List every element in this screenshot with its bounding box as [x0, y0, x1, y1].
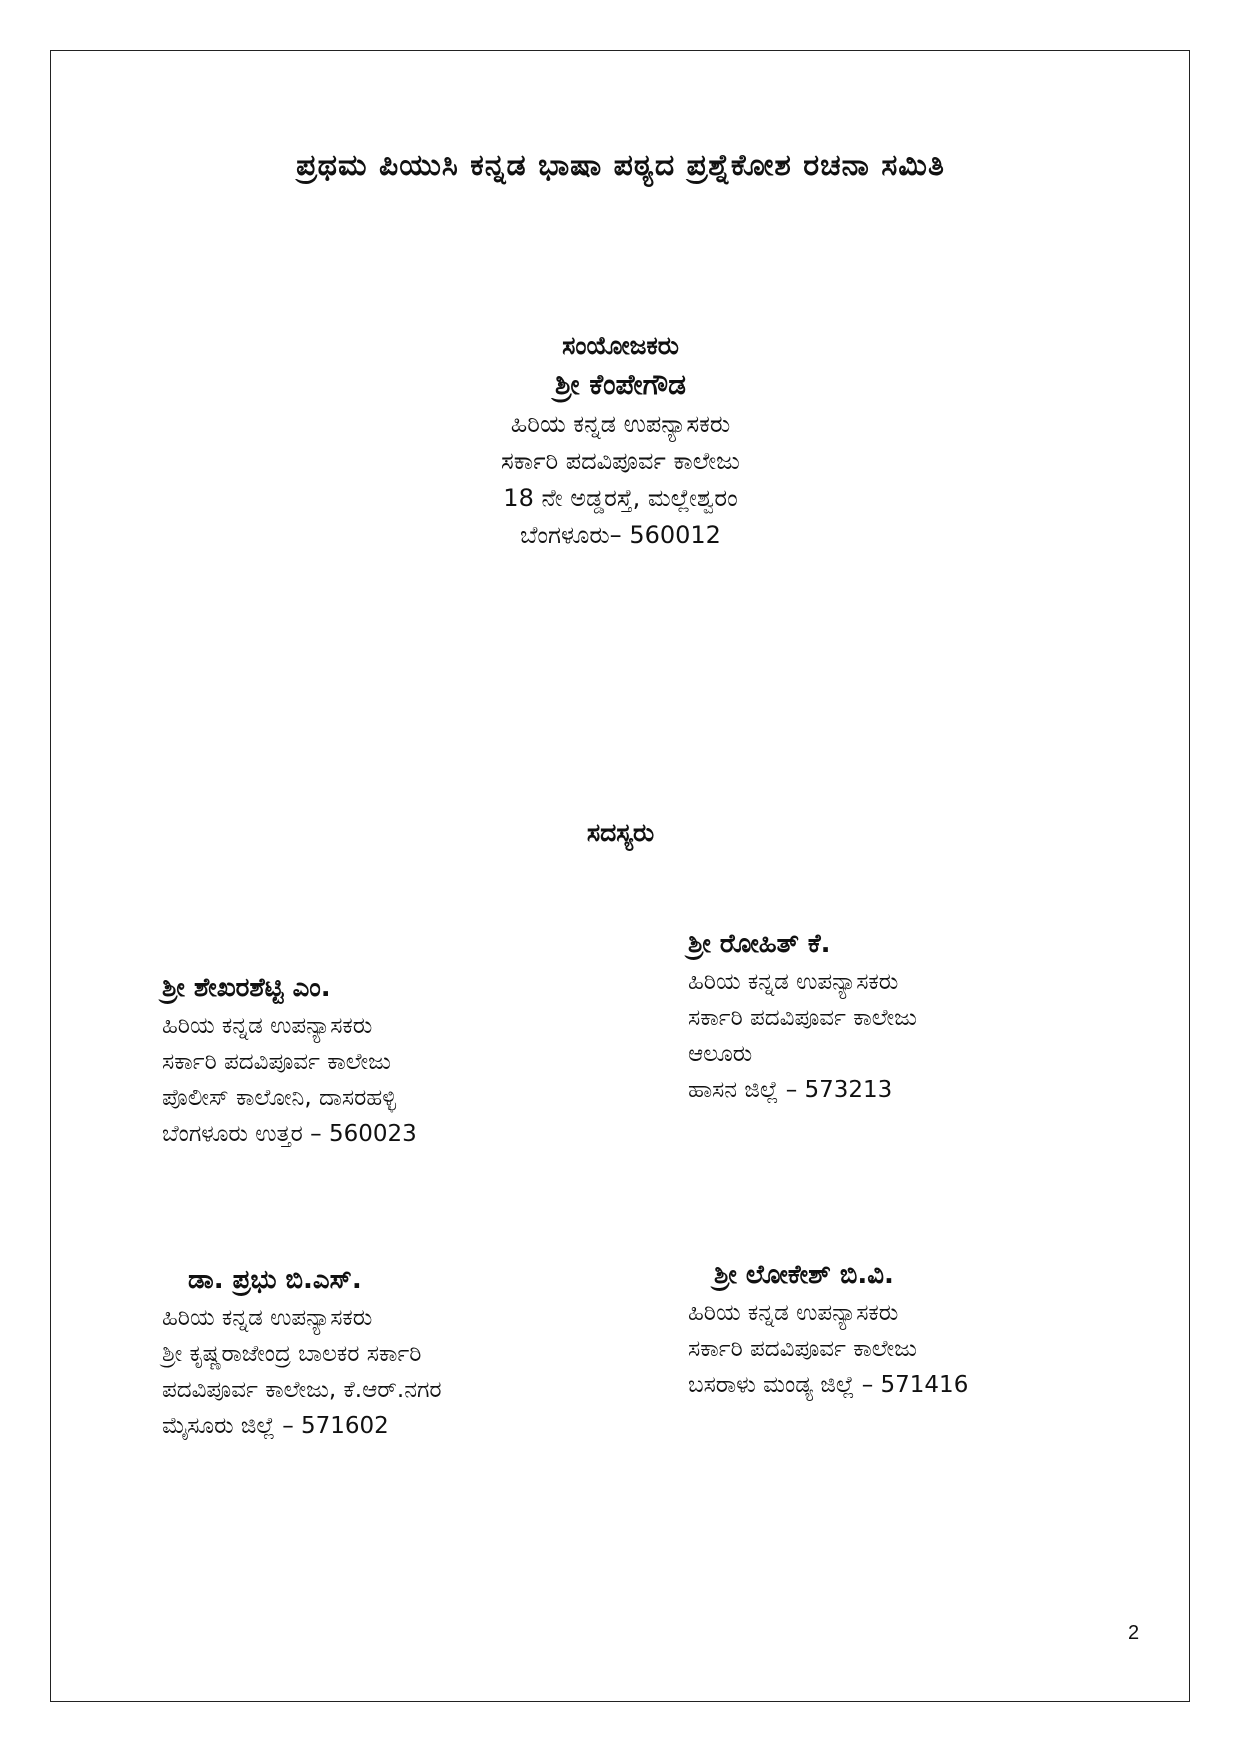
member-designation: ಹಿರಿಯ ಕನ್ನಡ ಉಪನ್ಯಾಸಕರು — [688, 969, 899, 995]
member-name: ಡಾ. ಪ್ರಭು ಬಿ.ಎಸ್. — [188, 1265, 362, 1295]
coordinator-heading: ಸಂಯೋಜಕರು — [562, 331, 679, 360]
member-address: ಆಲೂರು — [688, 1041, 753, 1067]
member-card — [162, 968, 417, 1152]
member-name: ಶ್ರೀ ರೋಹಿತ್ ಕೆ. — [688, 929, 831, 959]
coordinator-name: ಶ್ರೀ ಕೆಂಪೇಗೌಡ — [554, 368, 687, 401]
page-number: 2 — [1128, 1622, 1140, 1644]
member-name: ಶ್ರೀ ಶೇಖರಶೆಟ್ಟಿ ಎಂ. — [162, 973, 331, 1003]
member-card — [162, 1260, 442, 1444]
coordinator-college: ಸರ್ಕಾರಿ ಪದವಿಪೂರ್ವ ಕಾಲೇಜು — [501, 447, 740, 475]
member-college: ಸರ್ಕಾರಿ ಪದವಿಪೂರ್ವ ಕಾಲೇಜು — [162, 1049, 391, 1075]
coordinator-city: ಬೆಂಗಳೂರು– 560012 — [520, 521, 721, 549]
member-college: ಶ್ರೀ ಕೃಷ್ಣರಾಜೇಂದ್ರ ಬಾಲಕರ ಸರ್ಕಾರಿ — [162, 1341, 422, 1367]
member-designation: ಹಿರಿಯ ಕನ್ನಡ ಉಪನ್ಯಾಸಕರು — [162, 1013, 373, 1039]
coordinator-designation: ಹಿರಿಯ ಕನ್ನಡ ಉಪನ್ಯಾಸಕರು — [510, 410, 731, 438]
member-city: ಹಾಸನ ಜಿಲ್ಲೆ – 573213 — [688, 1077, 893, 1103]
member-name: ಶ್ರೀ ಲೋಕೇಶ್ ಬಿ.ವಿ. — [714, 1260, 894, 1290]
coordinator-section — [0, 328, 1241, 554]
member-card — [688, 924, 917, 1108]
page-border — [50, 50, 1190, 1702]
member-card — [688, 1255, 968, 1403]
page-title: ಪ್ರಥಮ ಪಿಯುಸಿ ಕನ್ನಡ ಭಾಷಾ ಪಠ್ಯದ ಪ್ರಶ್ನೆಕೋಶ ರಚನಾ ಸಮಿತಿ — [296, 148, 945, 183]
member-city: ಮೈಸೂರು ಜಿಲ್ಲೆ – 571602 — [162, 1413, 389, 1439]
member-designation: ಹಿರಿಯ ಕನ್ನಡ ಉಪನ್ಯಾಸಕರು — [162, 1305, 373, 1331]
member-college: ಸರ್ಕಾರಿ ಪದವಿಪೂರ್ವ ಕಾಲೇಜು — [688, 1336, 917, 1362]
members-heading: ಸದಸ್ಯರು — [586, 818, 655, 847]
member-city: ಬೆಂಗಳೂರು ಉತ್ತರ – 560023 — [162, 1121, 417, 1147]
member-address: ಪೊಲೀಸ್ ಕಾಲೋನಿ, ದಾಸರಹಳ್ಳಿ — [162, 1085, 397, 1111]
coordinator-address: 18 ನೇ ಅಡ್ಡರಸ್ತೆ, ಮಲ್ಲೇಶ್ವರಂ — [503, 484, 738, 512]
member-address: ಪದವಿಪೂರ್ವ ಕಾಲೇಜು, ಕೆ.ಆರ್.ನಗರ — [162, 1377, 442, 1403]
member-college: ಸರ್ಕಾರಿ ಪದವಿಪೂರ್ವ ಕಾಲೇಜು — [688, 1005, 917, 1031]
member-address: ಬಸರಾಳು ಮಂಡ್ಯ ಜಿಲ್ಲೆ – 571416 — [688, 1372, 969, 1398]
member-designation: ಹಿರಿಯ ಕನ್ನಡ ಉಪನ್ಯಾಸಕರು — [688, 1300, 899, 1326]
